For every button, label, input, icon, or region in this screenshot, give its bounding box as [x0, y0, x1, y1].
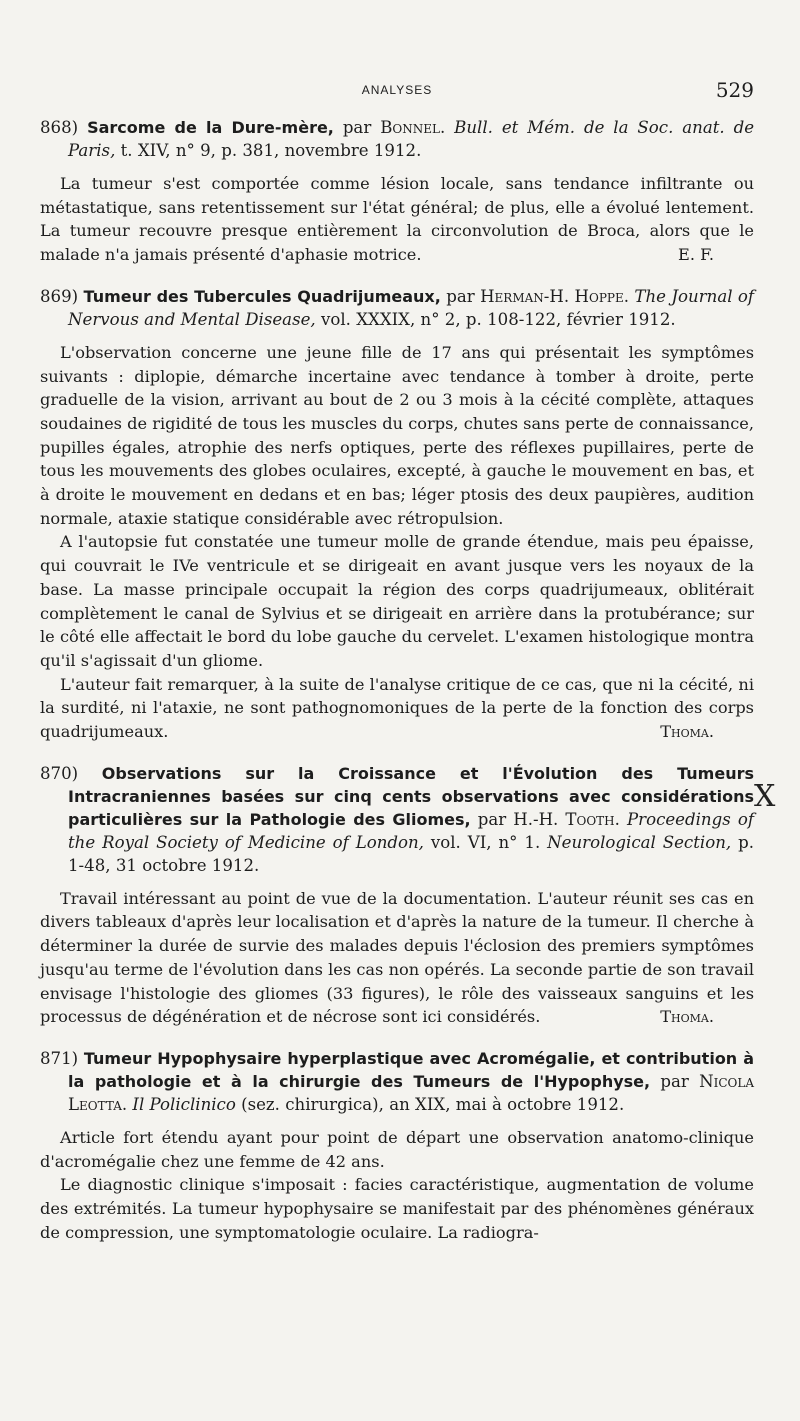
entry-author: Bonnel.	[380, 118, 446, 137]
entry-paragraph	[40, 172, 754, 267]
abstract-entry-869	[40, 285, 754, 744]
abstracts-column	[40, 116, 754, 1263]
entry-paragraph	[40, 887, 754, 1029]
entry-details: (sez. chirurgica), an XIX, mai à octobre 1912.	[241, 1094, 625, 1114]
paragraph-text: L'auteur fait remarquer, à la suite de l'analyse critique de ce cas, que ni la cécité, ni la surdité, ni l'ataxie, ne sont pathognomoniques de la perte de la fonction des corps quadrijumeaux.	[40, 674, 754, 742]
entry-by: par	[660, 1071, 689, 1091]
entry-source: The Journal of Nervous and Mental Disease,	[68, 286, 755, 329]
entry-title: Tumeur des Tubercules Quadrijumeaux,	[83, 286, 441, 306]
entry-title: Tumeur Hypophysaire hyperplastique avec Acromégalie, et contribution à la pathologie et à la chirurgie des Tumeurs de l'Hypophyse,	[68, 1048, 754, 1091]
entry-title: Observations sur la Croissance et l'Évolution des Tumeurs Intracraniennes basées sur cinq cents observations avec considérations particulières sur la Pathologie des Gliomes,	[68, 763, 754, 829]
entry-details: t. XIV, n° 9, p. 381, novembre 1912.	[120, 141, 422, 160]
entry-by: par	[477, 809, 507, 829]
entry-source: Proceedings of the Royal Society of Medicine of London,	[68, 809, 754, 852]
entry-heading	[40, 116, 754, 162]
page-number: 529	[715, 78, 754, 102]
entry-paragraph: Article fort étendu ayant pour point de départ une observation anatomo-clinique d'acromégalie chez une femme de 42 ans.	[40, 1127, 754, 1171]
entry-author: Nicola Leotta.	[68, 1071, 754, 1114]
entry-author: Herman-H. Hoppe.	[480, 286, 630, 306]
paragraph-text: Travail intéressant au point de vue de la documentation. L'auteur réunit ses cas en divers tableaux d'après leur localisation et d'après la nature de la tumeur. Il cherche à déterminer la durée de survie des malades depuis l'éclosion des premiers symptômes jusqu'au terme de l'évolution dans les cas non opérés. La seconde partie de son travail envisage l'histologie des gliomes (33 figures), le rôle des vaisseaux sanguins et les processus de dégénération et de nécrose sont ici considérés.	[40, 888, 754, 1027]
entry-number: 868)	[40, 118, 79, 137]
entry-heading	[40, 762, 754, 877]
entry-details-pages: p. 1-48, 31 octobre 1912.	[68, 832, 754, 875]
entry-details: vol. VI, n° 1.	[430, 832, 541, 852]
entry-heading	[40, 1047, 754, 1116]
entry-paragraph: A l'autopsie fut constatée une tumeur molle de grande étendue, mais peu épaisse, qui couvrait le IVe ventricule et se dirigeait en avant jusque vers les noyaux de la base. La masse principale occupait la région des corps quadrijumeaux, oblitérait complètement le canal de Sylvius et se dirigeait en arrière dans la protubérance; sur le côté elle affectait le bord du lobe gauche du cervelet. L'examen histologique montra qu'il s'agissait d'un gliome.	[40, 532, 754, 670]
abstract-entry-871	[40, 1047, 754, 1245]
entry-signature: E. F.	[678, 245, 714, 265]
running-head-title: ANALYSES	[361, 83, 433, 97]
entry-signature: Thoma.	[660, 1007, 714, 1027]
entry-number: 870)	[40, 763, 79, 783]
entry-paragraph	[40, 673, 754, 744]
entry-source-section: Neurological Section,	[547, 832, 732, 852]
entry-by: par	[446, 286, 475, 306]
margin-annotation-mark: X	[754, 779, 776, 814]
entry-source: Bull. et Mém. de la Soc. anat. de Paris,	[68, 118, 755, 160]
entry-paragraph: L'observation concerne une jeune fille de 17 ans qui présentait les symptômes suivants : diplopie, démarche incertaine avec tendance à tomber à droite, perte graduelle de la vision, arrivant au bout de 2 ou 3 mois à la cécité complète, attaques soudaines de rigidité de tous les muscles du corps, chutes sans perte de connaissance, pupilles égales, atrophie des nerfs optiques, perte des réflexes pupillaires, perte de tous les mouvements des globes oculaires, excepté, à gauche le mouvement en bas, et à droite le mouvement en dedans et en bas; léger ptosis des deux paupières, audition normale, ataxie statique considérable avec rétropulsion.	[40, 342, 754, 528]
abstract-entry-868	[40, 116, 754, 267]
entry-details: vol. XXXIX, n° 2, p. 108-122, février 1912.	[320, 309, 676, 329]
entry-heading	[40, 285, 754, 331]
entry-title: Sarcome de la Dure-mère,	[87, 118, 334, 137]
paragraph-text: La tumeur s'est comportée comme lésion locale, sans tendance infiltrante ou métastatique, sans retentissement sur l'état général; de plus, elle a évolué lentement. La tumeur recouvre presque entièrement la circonvolution de Broca, alors que le malade n'a jamais présenté d'aphasie motrice.	[40, 174, 754, 265]
entry-paragraph: Le diagnostic clinique s'imposait : facies caractéristique, augmentation de volume des extrémités. La tumeur hypophysaire se manifestait par des phénomènes généraux de compression, une symptomatologie oculaire. La radiogra-	[40, 1175, 754, 1242]
journal-page	[40, 0, 754, 1421]
running-head	[40, 78, 754, 102]
entry-by: par	[342, 118, 372, 137]
entry-author: H.-H. Tooth.	[513, 809, 620, 829]
abstract-entry-870	[40, 762, 754, 1029]
entry-number: 869)	[40, 286, 79, 306]
entry-signature: Thoma.	[660, 722, 714, 742]
entry-source: Il Policlinico	[132, 1094, 236, 1114]
entry-number: 871)	[40, 1048, 79, 1068]
